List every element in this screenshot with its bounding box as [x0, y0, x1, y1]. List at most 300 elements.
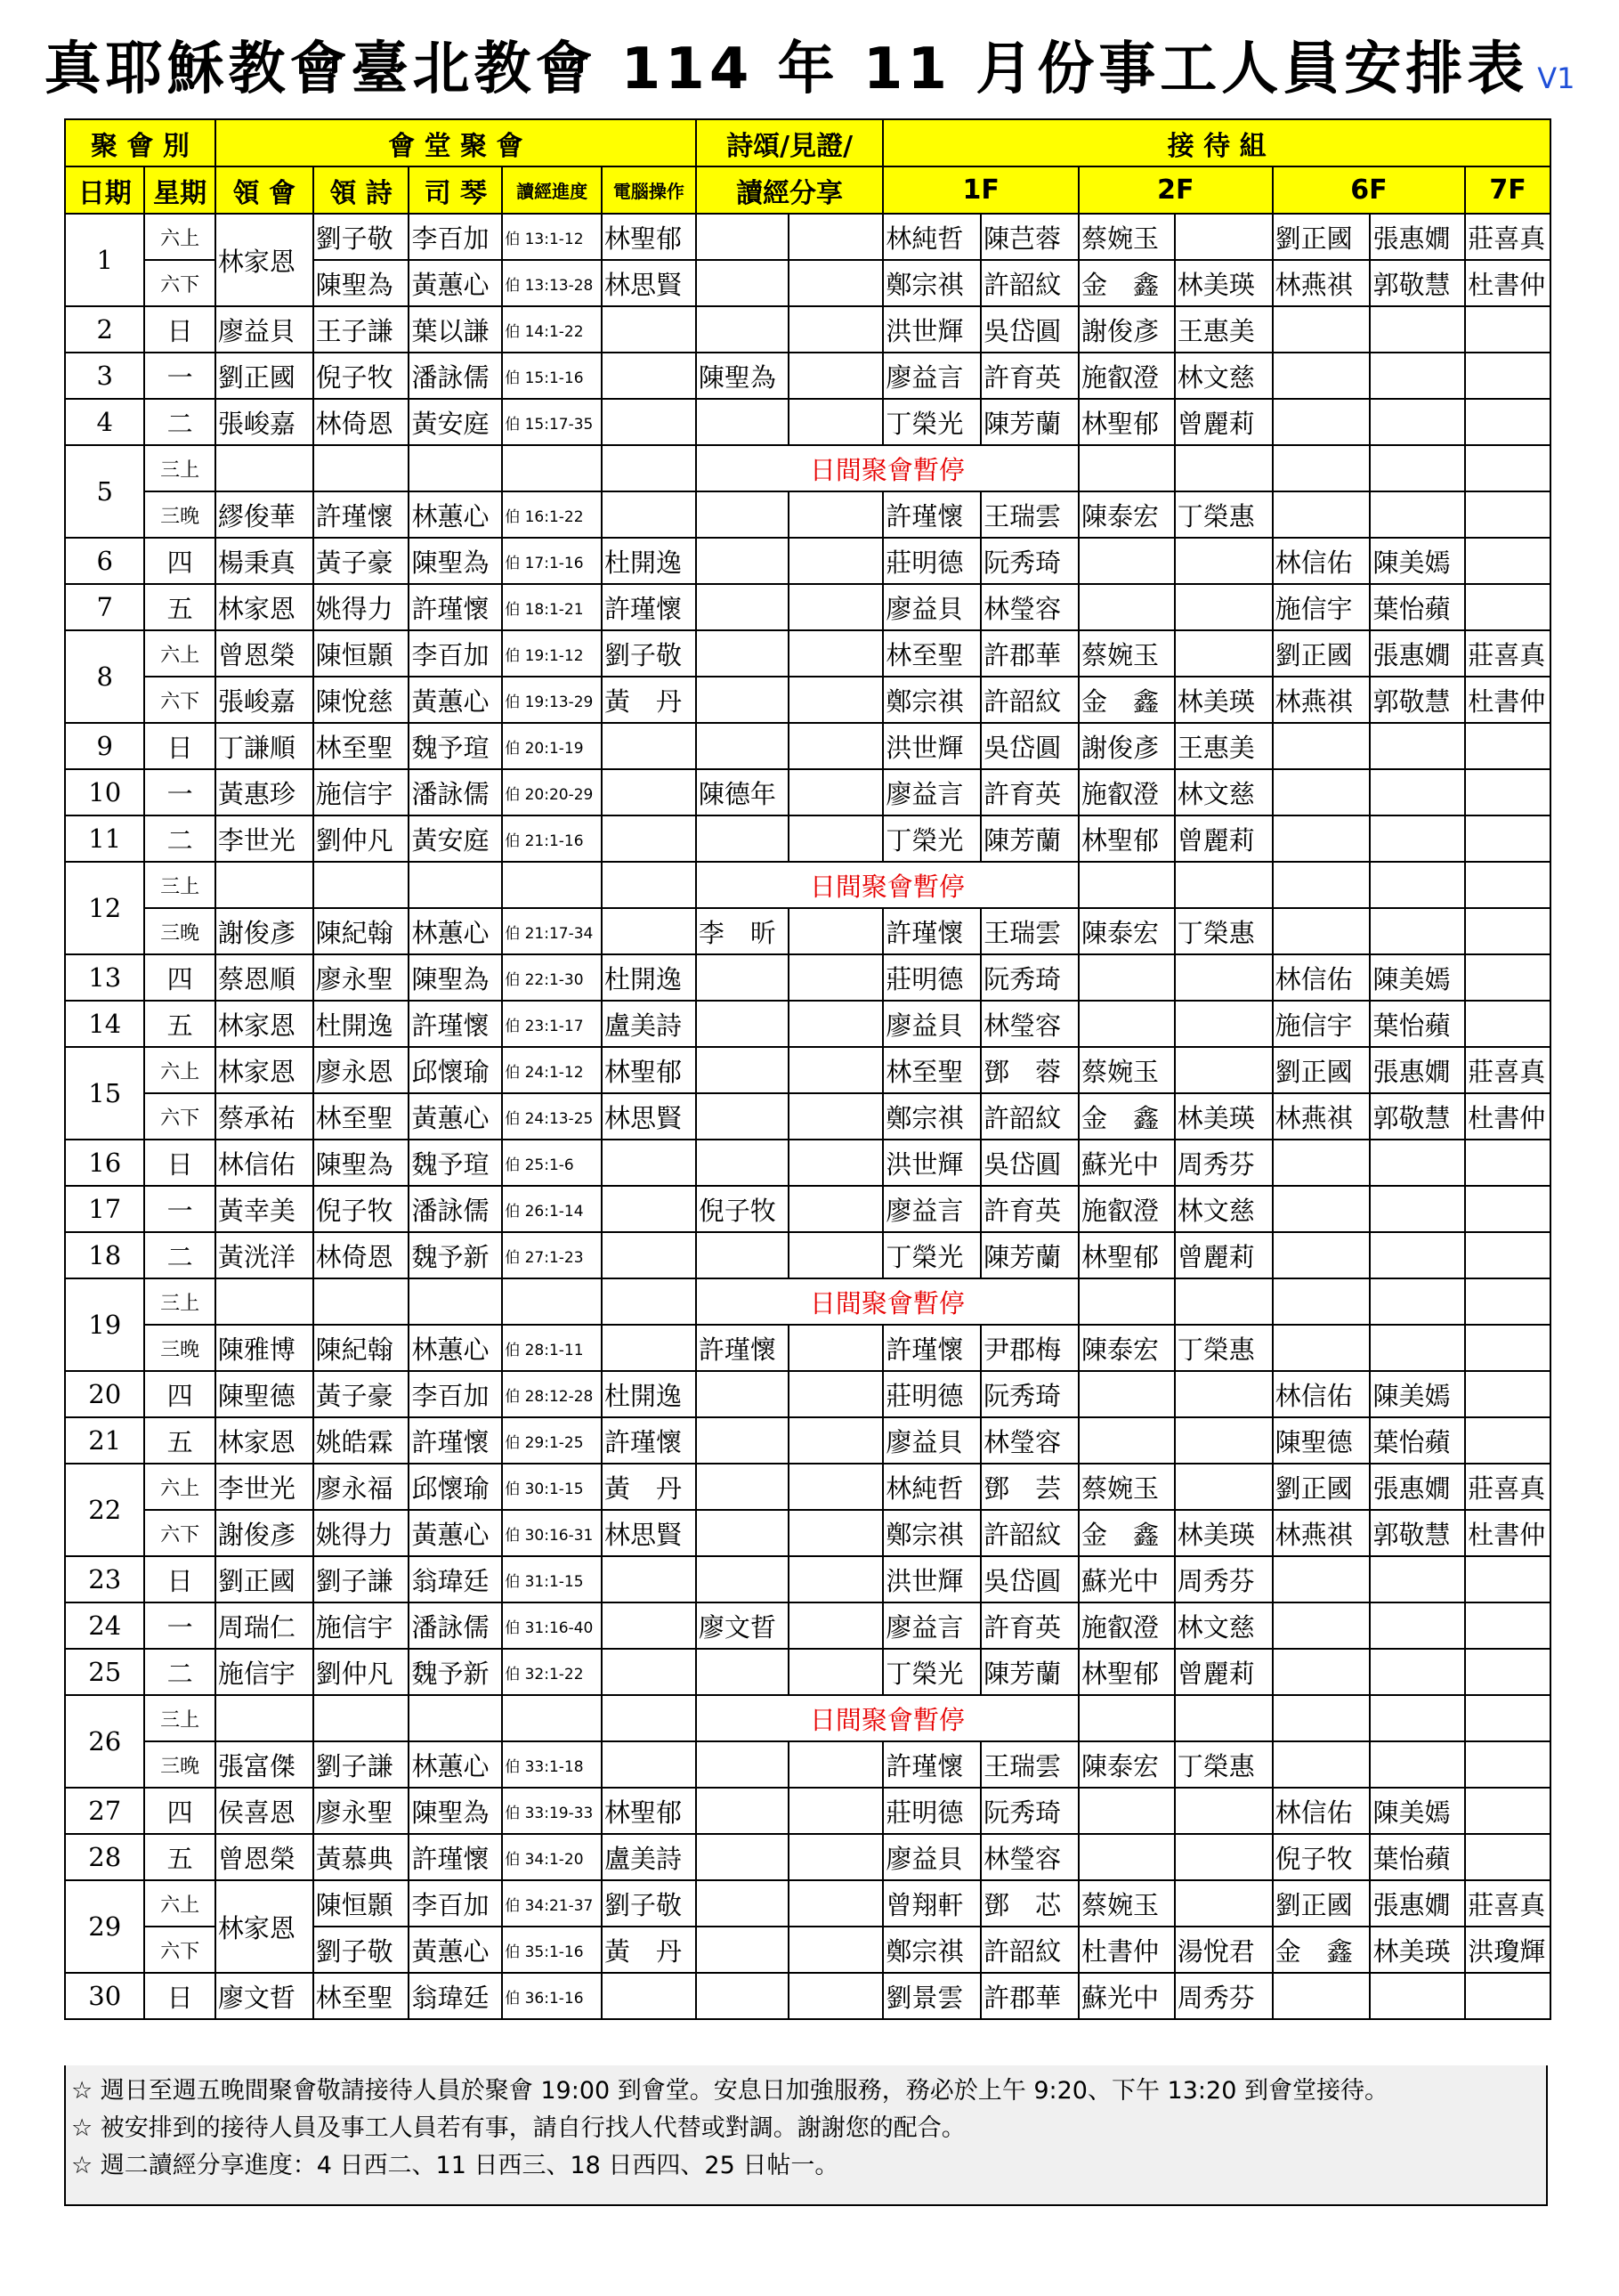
share-b-cell	[789, 954, 884, 1001]
pianist-cell: 林蕙心	[409, 491, 502, 538]
1f-a-cell: 劉景雲	[883, 1973, 981, 2019]
leader-cell: 林家恩	[215, 1047, 313, 1093]
computer-operator-cell	[602, 1649, 696, 1695]
computer-operator-cell	[602, 306, 696, 353]
7f-cell	[1465, 1371, 1550, 1417]
1f-b-cell: 陳芳蘭	[981, 1232, 1079, 1278]
6f-a-cell: 林信佑	[1273, 1788, 1371, 1834]
computer-operator-cell: 許瑾懷	[602, 584, 696, 630]
2f-a-cell: 陳泰宏	[1079, 491, 1175, 538]
leader-cell: 林家恩	[215, 1417, 313, 1464]
6f-a-cell: 林燕祺	[1273, 260, 1371, 306]
6f-a-cell: 劉正國	[1273, 1464, 1371, 1510]
weekday-cell: 五	[144, 584, 215, 630]
weekday-cell: 一	[144, 769, 215, 815]
empty-cell	[1370, 445, 1465, 491]
song-leader-cell: 施信宇	[313, 1602, 409, 1649]
pianist-cell: 邱懷瑜	[409, 1047, 502, 1093]
weekday-cell: 六上	[144, 630, 215, 677]
1f-a-cell: 鄭宗祺	[883, 1093, 981, 1140]
leader-cell: 謝俊彥	[215, 908, 313, 954]
share-b-cell	[789, 1093, 884, 1140]
6f-a-cell: 倪子牧	[1273, 1834, 1371, 1880]
song-leader-cell: 姚皓霖	[313, 1417, 409, 1464]
leader-cell: 施信宇	[215, 1649, 313, 1695]
share-b-cell	[789, 1232, 884, 1278]
reading-progress-cell: 伯 23:1-17	[502, 1001, 602, 1047]
1f-a-cell: 林純哲	[883, 1464, 981, 1510]
2f-b-cell	[1175, 1788, 1273, 1834]
share-a-cell	[696, 584, 789, 630]
date-cell: 10	[65, 769, 144, 815]
empty-cell	[1370, 1278, 1465, 1325]
computer-operator-cell	[602, 1556, 696, 1602]
2f-a-cell	[1079, 1834, 1175, 1880]
1f-a-cell: 曾翔軒	[883, 1880, 981, 1927]
computer-operator-cell	[602, 1973, 696, 2019]
computer-operator-cell	[602, 723, 696, 769]
weekday-cell: 日	[144, 1973, 215, 2019]
reading-progress-cell: 伯 27:1-23	[502, 1232, 602, 1278]
song-leader-cell: 廖永福	[313, 1464, 409, 1510]
leader-cell: 廖益貝	[215, 306, 313, 353]
schedule-row	[65, 1510, 1550, 1556]
1f-b-cell: 阮秀琦	[981, 1371, 1079, 1417]
6f-b-cell: 葉怡蘋	[1370, 584, 1465, 630]
2f-b-cell	[1175, 954, 1273, 1001]
weekday-cell: 六上	[144, 1880, 215, 1927]
song-leader-cell: 陳恒顥	[313, 630, 409, 677]
share-a-cell	[696, 1973, 789, 2019]
1f-b-cell: 王瑞雲	[981, 1741, 1079, 1788]
2f-a-cell: 謝俊彥	[1079, 306, 1175, 353]
leader-cell: 張峻嘉	[215, 677, 313, 723]
empty-cell	[409, 862, 502, 908]
1f-a-cell: 林純哲	[883, 214, 981, 260]
header-7f: 7F	[1465, 166, 1550, 214]
1f-b-cell: 阮秀琦	[981, 1788, 1079, 1834]
pianist-cell: 李百加	[409, 1371, 502, 1417]
2f-a-cell: 金 鑫	[1079, 260, 1175, 306]
2f-a-cell: 蔡婉玉	[1079, 1880, 1175, 1927]
6f-a-cell: 陳聖德	[1273, 1417, 1371, 1464]
1f-b-cell: 許韶紋	[981, 1510, 1079, 1556]
2f-b-cell: 丁榮惠	[1175, 1741, 1273, 1788]
song-leader-cell: 廖永恩	[313, 1047, 409, 1093]
7f-cell	[1465, 1186, 1550, 1232]
6f-b-cell: 陳美嫣	[1370, 538, 1465, 584]
pianist-cell: 葉以謙	[409, 306, 502, 353]
share-b-cell	[789, 1510, 884, 1556]
2f-a-cell: 陳泰宏	[1079, 908, 1175, 954]
2f-b-cell: 林文慈	[1175, 769, 1273, 815]
1f-a-cell: 林至聖	[883, 630, 981, 677]
1f-b-cell: 吳岱圓	[981, 306, 1079, 353]
2f-b-cell: 丁榮惠	[1175, 491, 1273, 538]
schedule-row	[65, 538, 1550, 584]
7f-cell	[1465, 1741, 1550, 1788]
reading-progress-cell: 伯 21:17-34	[502, 908, 602, 954]
7f-cell	[1465, 1556, 1550, 1602]
7f-cell	[1465, 1001, 1550, 1047]
6f-a-cell: 施信宇	[1273, 584, 1371, 630]
share-b-cell	[789, 214, 884, 260]
computer-operator-cell	[602, 491, 696, 538]
share-a-cell	[696, 723, 789, 769]
share-a-cell	[696, 491, 789, 538]
leader-cell: 周瑞仁	[215, 1602, 313, 1649]
2f-b-cell	[1175, 1417, 1273, 1464]
1f-a-cell: 廖益言	[883, 353, 981, 399]
reading-progress-cell: 伯 32:1-22	[502, 1649, 602, 1695]
1f-a-cell: 鄭宗祺	[883, 1510, 981, 1556]
share-b-cell	[789, 908, 884, 954]
1f-a-cell: 丁榮光	[883, 1232, 981, 1278]
date-cell: 12	[65, 862, 144, 954]
computer-operator-cell: 杜開逸	[602, 954, 696, 1001]
reading-progress-cell: 伯 31:1-15	[502, 1556, 602, 1602]
empty-cell	[1273, 1278, 1371, 1325]
computer-operator-cell	[602, 908, 696, 954]
header-date: 日期	[65, 166, 144, 214]
6f-a-cell	[1273, 1140, 1371, 1186]
7f-cell: 杜書仲	[1465, 1510, 1550, 1556]
leader-cell: 林家恩	[215, 1001, 313, 1047]
pianist-cell: 許瑾懷	[409, 1417, 502, 1464]
empty-cell	[1273, 445, 1371, 491]
6f-a-cell	[1273, 353, 1371, 399]
2f-a-cell: 蔡婉玉	[1079, 630, 1175, 677]
pianist-cell: 魏予新	[409, 1649, 502, 1695]
date-cell: 7	[65, 584, 144, 630]
1f-b-cell: 許育英	[981, 1602, 1079, 1649]
2f-a-cell: 林聖郁	[1079, 1232, 1175, 1278]
pianist-cell: 黃蕙心	[409, 260, 502, 306]
weekday-cell: 日	[144, 1556, 215, 1602]
weekday-cell: 六上	[144, 1047, 215, 1093]
reading-progress-cell: 伯 34:1-20	[502, 1834, 602, 1880]
7f-cell	[1465, 1325, 1550, 1371]
song-leader-cell: 陳聖為	[313, 1140, 409, 1186]
leader-cell: 黃洸洋	[215, 1232, 313, 1278]
empty-cell	[502, 1278, 602, 1325]
2f-a-cell: 蔡婉玉	[1079, 214, 1175, 260]
header-row-1	[65, 119, 1550, 166]
song-leader-cell: 黃子豪	[313, 538, 409, 584]
weekday-cell: 日	[144, 723, 215, 769]
pianist-cell: 李百加	[409, 630, 502, 677]
header-pianist: 司 琴	[409, 166, 502, 214]
7f-cell	[1465, 1417, 1550, 1464]
2f-b-cell: 林文慈	[1175, 353, 1273, 399]
schedule-row	[65, 1371, 1550, 1417]
7f-cell: 杜書仲	[1465, 1093, 1550, 1140]
schedule-row	[65, 1186, 1550, 1232]
reading-progress-cell: 伯 14:1-22	[502, 306, 602, 353]
header-6f: 6F	[1273, 166, 1466, 214]
weekday-cell: 日	[144, 306, 215, 353]
share-b-cell	[789, 1602, 884, 1649]
leader-cell: 侯喜恩	[215, 1788, 313, 1834]
1f-b-cell: 許郡華	[981, 630, 1079, 677]
schedule-row	[65, 1649, 1550, 1695]
2f-b-cell: 林美瑛	[1175, 1510, 1273, 1556]
computer-operator-cell	[602, 1186, 696, 1232]
empty-cell	[502, 445, 602, 491]
2f-b-cell	[1175, 1464, 1273, 1510]
2f-b-cell: 周秀芬	[1175, 1556, 1273, 1602]
reading-progress-cell: 伯 19:1-12	[502, 630, 602, 677]
computer-operator-cell	[602, 1325, 696, 1371]
computer-operator-cell: 黃 丹	[602, 1464, 696, 1510]
leader-cell: 黃惠珍	[215, 769, 313, 815]
6f-b-cell: 葉怡蘋	[1370, 1001, 1465, 1047]
share-a-cell: 許瑾懷	[696, 1325, 789, 1371]
6f-a-cell	[1273, 306, 1371, 353]
7f-cell: 洪瓊輝	[1465, 1927, 1550, 1973]
schedule-row	[65, 491, 1550, 538]
7f-cell	[1465, 815, 1550, 862]
schedule-row	[65, 630, 1550, 677]
1f-b-cell: 林瑩容	[981, 584, 1079, 630]
2f-a-cell: 金 鑫	[1079, 1510, 1175, 1556]
2f-b-cell: 曾麗莉	[1175, 1649, 1273, 1695]
1f-b-cell: 阮秀琦	[981, 538, 1079, 584]
reading-progress-cell: 伯 33:19-33	[502, 1788, 602, 1834]
2f-b-cell	[1175, 1880, 1273, 1927]
1f-a-cell: 廖益貝	[883, 584, 981, 630]
computer-operator-cell: 黃 丹	[602, 1927, 696, 1973]
share-b-cell	[789, 1325, 884, 1371]
weekday-cell: 二	[144, 399, 215, 445]
1f-a-cell: 廖益言	[883, 1186, 981, 1232]
date-cell: 21	[65, 1417, 144, 1464]
date-cell: 15	[65, 1047, 144, 1140]
schedule-row	[65, 584, 1550, 630]
weekday-cell: 三上	[144, 862, 215, 908]
date-cell: 19	[65, 1278, 144, 1371]
empty-cell	[215, 862, 313, 908]
leader-cell: 張富傑	[215, 1741, 313, 1788]
reading-progress-cell: 伯 21:1-16	[502, 815, 602, 862]
song-leader-cell: 林倚恩	[313, 399, 409, 445]
7f-cell	[1465, 954, 1550, 1001]
date-cell: 28	[65, 1834, 144, 1880]
pianist-cell: 潘詠儒	[409, 769, 502, 815]
1f-a-cell: 莊明德	[883, 1788, 981, 1834]
share-b-cell	[789, 1186, 884, 1232]
6f-a-cell: 林信佑	[1273, 954, 1371, 1001]
empty-cell	[215, 445, 313, 491]
empty-cell	[1079, 1695, 1175, 1741]
pianist-cell: 林蕙心	[409, 908, 502, 954]
6f-a-cell: 劉正國	[1273, 214, 1371, 260]
date-cell: 25	[65, 1649, 144, 1695]
pianist-cell: 黃安庭	[409, 815, 502, 862]
schedule-row	[65, 1325, 1550, 1371]
date-cell: 14	[65, 1001, 144, 1047]
6f-b-cell	[1370, 1232, 1465, 1278]
7f-cell: 莊喜真	[1465, 1880, 1550, 1927]
7f-cell: 莊喜真	[1465, 214, 1550, 260]
share-a-cell: 李 昕	[696, 908, 789, 954]
weekday-cell: 三上	[144, 1278, 215, 1325]
6f-b-cell: 張惠嫺	[1370, 1047, 1465, 1093]
date-cell: 6	[65, 538, 144, 584]
2f-a-cell: 蔡婉玉	[1079, 1047, 1175, 1093]
6f-b-cell	[1370, 1186, 1465, 1232]
2f-b-cell	[1175, 1834, 1273, 1880]
song-leader-cell: 陳紀翰	[313, 1325, 409, 1371]
weekday-cell: 五	[144, 1417, 215, 1464]
share-b-cell	[789, 769, 884, 815]
share-a-cell	[696, 1834, 789, 1880]
2f-b-cell	[1175, 214, 1273, 260]
empty-cell	[215, 1278, 313, 1325]
song-leader-cell: 林至聖	[313, 1093, 409, 1140]
1f-b-cell: 鄧 芯	[981, 1880, 1079, 1927]
1f-b-cell: 王瑞雲	[981, 491, 1079, 538]
schedule-row	[65, 1695, 1550, 1741]
pianist-cell: 李百加	[409, 214, 502, 260]
7f-cell	[1465, 1788, 1550, 1834]
1f-a-cell: 許瑾懷	[883, 1325, 981, 1371]
pianist-cell: 林蕙心	[409, 1741, 502, 1788]
weekday-cell: 一	[144, 1186, 215, 1232]
weekday-cell: 三上	[144, 445, 215, 491]
weekday-cell: 四	[144, 538, 215, 584]
6f-a-cell: 林燕祺	[1273, 1093, 1371, 1140]
2f-b-cell: 王惠美	[1175, 306, 1273, 353]
1f-b-cell: 鄧 芸	[981, 1464, 1079, 1510]
computer-operator-cell: 林聖郁	[602, 214, 696, 260]
empty-cell	[1465, 1695, 1550, 1741]
computer-operator-cell: 林思賢	[602, 260, 696, 306]
empty-cell	[1175, 445, 1273, 491]
share-b-cell	[789, 399, 884, 445]
header-leader: 領 會	[215, 166, 313, 214]
song-leader-cell: 劉仲凡	[313, 815, 409, 862]
share-b-cell	[789, 306, 884, 353]
pianist-cell: 林蕙心	[409, 1325, 502, 1371]
computer-operator-cell: 劉子敬	[602, 630, 696, 677]
share-b-cell	[789, 815, 884, 862]
empty-cell	[1273, 1695, 1371, 1741]
2f-b-cell: 曾麗莉	[1175, 815, 1273, 862]
schedule-row	[65, 1788, 1550, 1834]
schedule-row	[65, 954, 1550, 1001]
reading-progress-cell: 伯 19:13-29	[502, 677, 602, 723]
6f-a-cell: 林燕祺	[1273, 677, 1371, 723]
computer-operator-cell	[602, 1602, 696, 1649]
2f-b-cell	[1175, 630, 1273, 677]
1f-b-cell: 吳岱圓	[981, 1140, 1079, 1186]
share-a-cell	[696, 1788, 789, 1834]
6f-b-cell: 張惠嫺	[1370, 630, 1465, 677]
6f-a-cell: 施信宇	[1273, 1001, 1371, 1047]
6f-b-cell: 葉怡蘋	[1370, 1417, 1465, 1464]
share-b-cell	[789, 1741, 884, 1788]
computer-operator-cell	[602, 1140, 696, 1186]
pianist-cell: 邱懷瑜	[409, 1464, 502, 1510]
6f-a-cell	[1273, 1325, 1371, 1371]
6f-b-cell	[1370, 723, 1465, 769]
empty-cell	[313, 862, 409, 908]
no-day-service-note: 日間聚會暫停	[696, 1695, 1079, 1741]
schedule-row	[65, 815, 1550, 862]
pianist-cell: 魏予瑄	[409, 723, 502, 769]
2f-b-cell: 林文慈	[1175, 1602, 1273, 1649]
2f-b-cell: 丁榮惠	[1175, 908, 1273, 954]
schedule-row	[65, 1834, 1550, 1880]
date-cell: 20	[65, 1371, 144, 1417]
leader-cell: 林家恩	[215, 584, 313, 630]
date-cell: 8	[65, 630, 144, 723]
7f-cell: 莊喜真	[1465, 1464, 1550, 1510]
schedule-row	[65, 445, 1550, 491]
6f-b-cell: 張惠嫺	[1370, 214, 1465, 260]
share-a-cell	[696, 1510, 789, 1556]
reading-progress-cell: 伯 33:1-18	[502, 1741, 602, 1788]
song-leader-cell: 廖永聖	[313, 954, 409, 1001]
computer-operator-cell	[602, 1232, 696, 1278]
schedule-row	[65, 1417, 1550, 1464]
7f-cell	[1465, 1649, 1550, 1695]
leader-cell: 李世光	[215, 815, 313, 862]
1f-b-cell: 鄧 蓉	[981, 1047, 1079, 1093]
header-1f: 1F	[883, 166, 1079, 214]
1f-b-cell: 許郡華	[981, 1973, 1079, 2019]
pianist-cell: 翁瑋廷	[409, 1556, 502, 1602]
pianist-cell: 許瑾懷	[409, 1001, 502, 1047]
weekday-cell: 六上	[144, 214, 215, 260]
computer-operator-cell: 盧美詩	[602, 1834, 696, 1880]
share-a-cell: 倪子牧	[696, 1186, 789, 1232]
weekday-cell: 二	[144, 1232, 215, 1278]
song-leader-cell: 陳恒顥	[313, 1880, 409, 1927]
1f-b-cell: 陳芳蘭	[981, 815, 1079, 862]
weekday-cell: 六下	[144, 1927, 215, 1973]
6f-b-cell: 陳美嫣	[1370, 1371, 1465, 1417]
share-b-cell	[789, 677, 884, 723]
weekday-cell: 一	[144, 1602, 215, 1649]
empty-cell	[1465, 445, 1550, 491]
weekday-cell: 三上	[144, 1695, 215, 1741]
reading-progress-cell: 伯 20:1-19	[502, 723, 602, 769]
1f-a-cell: 丁榮光	[883, 399, 981, 445]
song-leader-cell: 倪子牧	[313, 353, 409, 399]
note-line: ☆ 週二讀經分享進度：4 日西二、11 日西三、18 日西四、25 日帖一。	[71, 2152, 839, 2179]
header-reading-share: 讀經分享	[696, 166, 884, 214]
empty-cell	[602, 862, 696, 908]
6f-b-cell	[1370, 353, 1465, 399]
weekday-cell: 五	[144, 1001, 215, 1047]
empty-cell	[313, 1695, 409, 1741]
song-leader-cell: 林倚恩	[313, 1232, 409, 1278]
2f-a-cell	[1079, 1788, 1175, 1834]
share-a-cell: 陳聖為	[696, 353, 789, 399]
pianist-cell: 李百加	[409, 1880, 502, 1927]
share-b-cell	[789, 353, 884, 399]
share-b-cell	[789, 1834, 884, 1880]
computer-operator-cell	[602, 1741, 696, 1788]
7f-cell	[1465, 1140, 1550, 1186]
weekday-cell: 六下	[144, 1510, 215, 1556]
leader-cell: 丁謙順	[215, 723, 313, 769]
schedule-row	[65, 1602, 1550, 1649]
1f-b-cell: 許育英	[981, 353, 1079, 399]
date-cell: 9	[65, 723, 144, 769]
